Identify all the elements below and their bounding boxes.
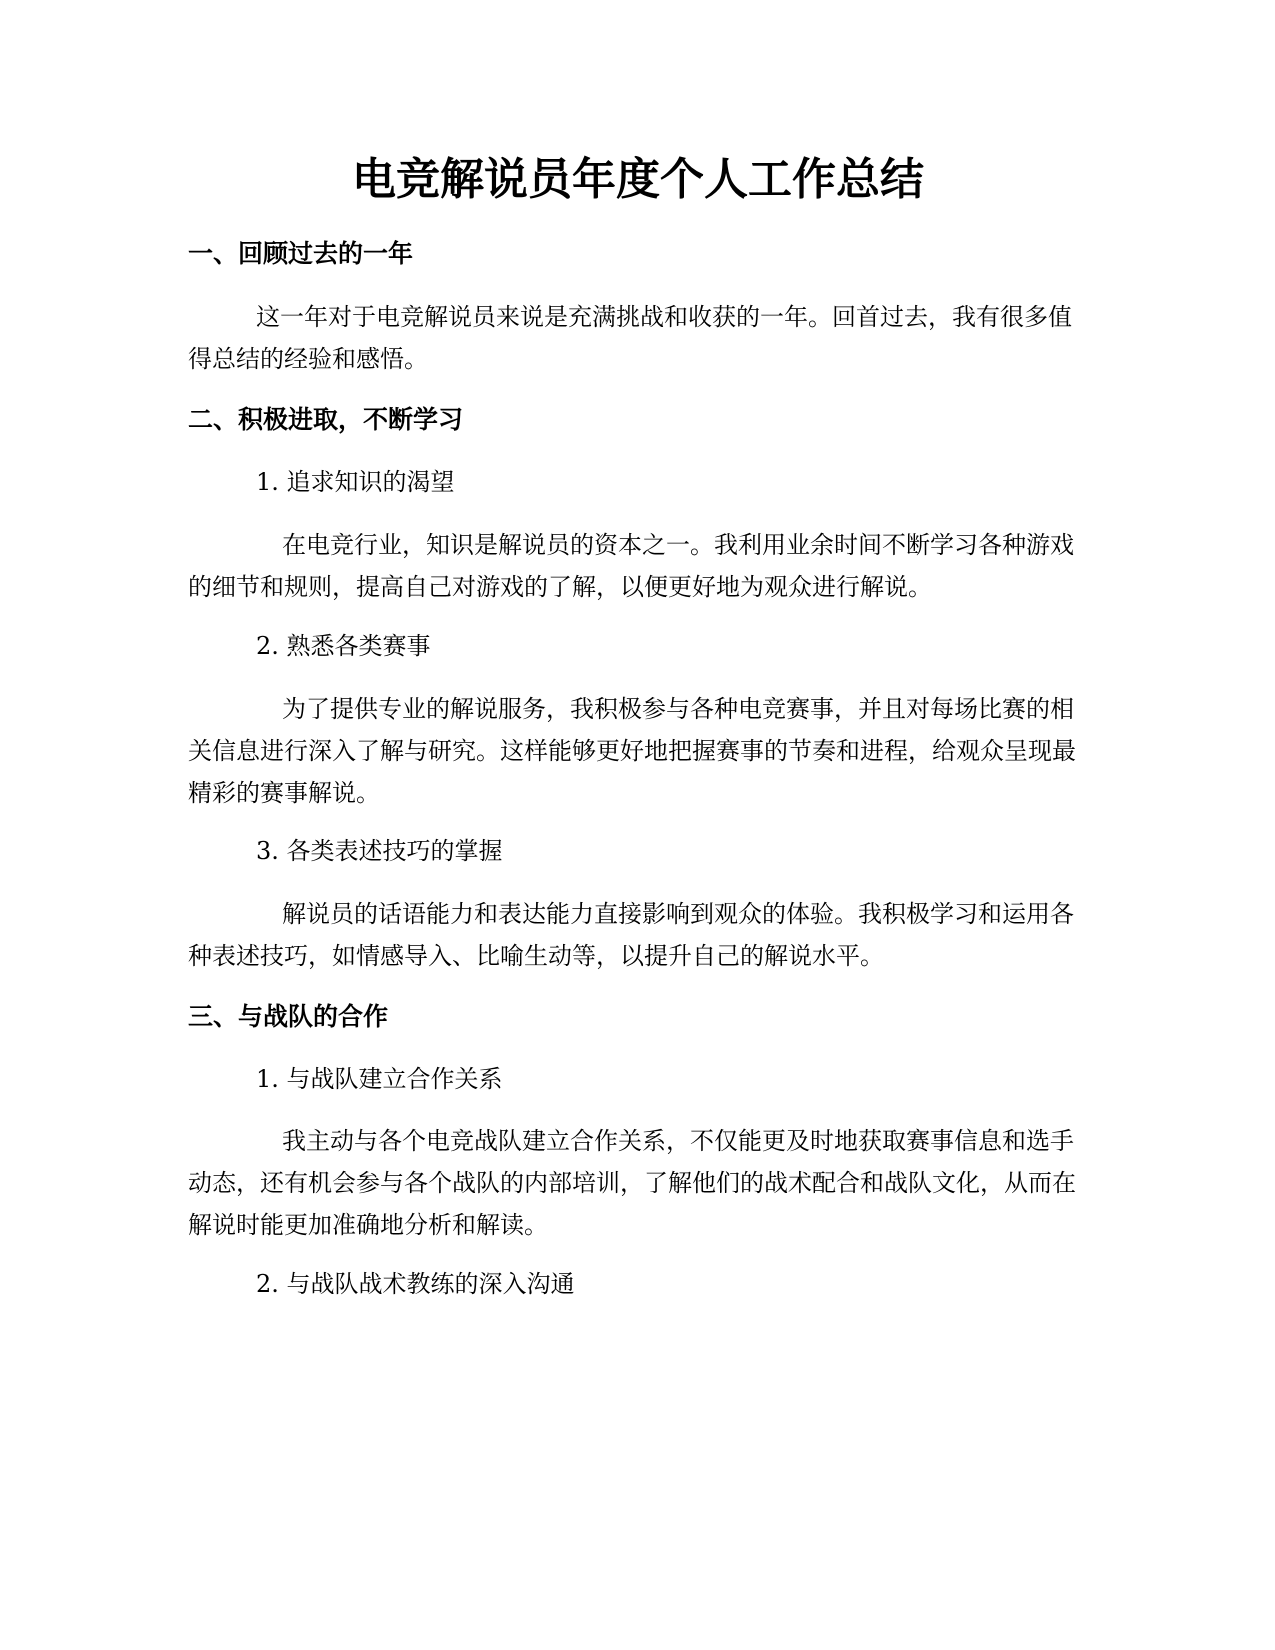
paragraph-skills: 解说员的话语能力和表达能力直接影响到观众的体验。我积极学习和运用各种表述技巧，如情感导入、比喻生动等，以提升自己的解说水平。 [188, 900, 1074, 970]
list-item-label: 2. 熟悉各类赛事 [256, 632, 431, 660]
section-heading-review: 一、回顾过去的一年 [188, 239, 414, 268]
paragraph-partnership: 我主动与各个电竞战队建立合作关系，不仅能更及时地获取赛事信息和选手动态，还有机会参与各个战队的内部培训，了解他们的战术配合和战队文化，从而在解说时能更加准确地分析和解读。 [188, 1127, 1076, 1239]
paragraph-events: 为了提供专业的解说服务，我积极参与各种电竞赛事，并且对每场比赛的相关信息进行深入了解与研究。这样能够更好地把握赛事的节奏和进程，给观众呈现最精彩的赛事解说。 [188, 695, 1076, 807]
list-item-label: 1. 追求知识的渴望 [256, 468, 455, 496]
section-heading-teams: 三、与战队的合作 [188, 1002, 389, 1031]
paragraph-knowledge: 在电竞行业，知识是解说员的资本之一。我利用业余时间不断学习各种游戏的细节和规则，提高自己对游戏的了解，以便更好地为观众进行解说。 [188, 531, 1074, 601]
list-item-label: 1. 与战队建立合作关系 [256, 1065, 503, 1093]
section-heading-learning: 二、积极进取，不断学习 [188, 405, 464, 434]
paragraph-review: 这一年对于电竞解说员来说是充满挑战和收获的一年。回首过去，我有很多值得总结的经验和感悟。 [188, 303, 1072, 373]
list-item-label: 3. 各类表述技巧的掌握 [256, 837, 503, 865]
list-item-label: 2. 与战队战术教练的深入沟通 [256, 1270, 575, 1298]
document-title: 电竞解说员年度个人工作总结 [352, 154, 924, 205]
